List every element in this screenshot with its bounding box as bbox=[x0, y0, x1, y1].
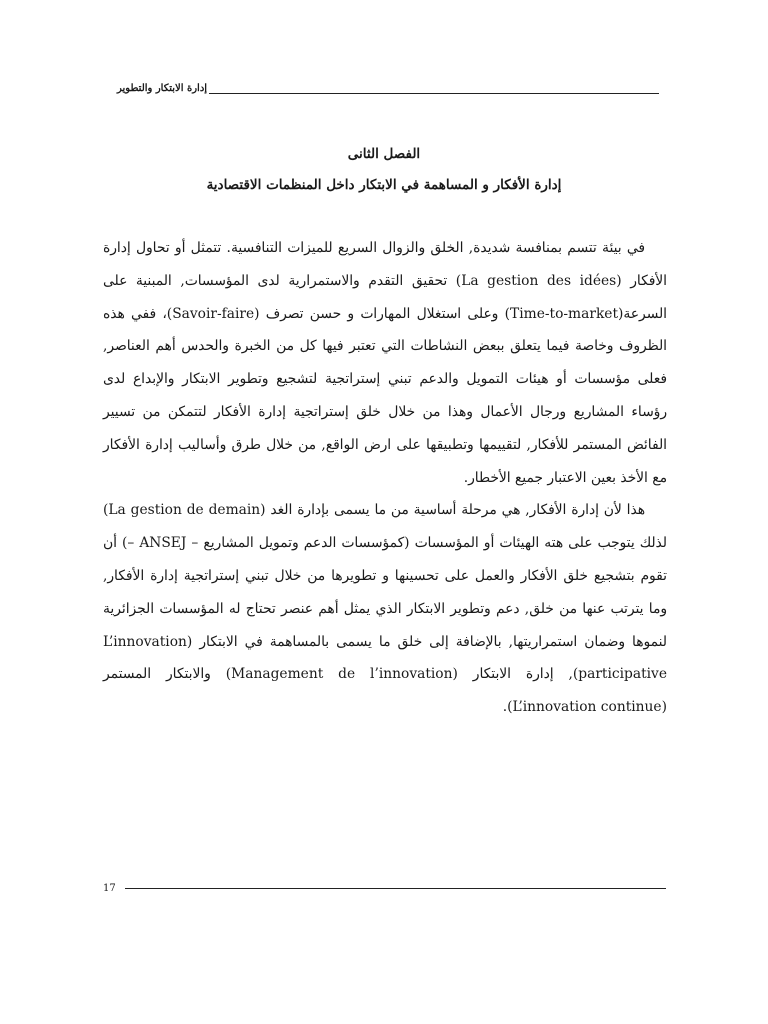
header-rule bbox=[209, 93, 659, 94]
paragraph-1: في بيئة تتسم بمنافسة شديدة, الخلق والزوال السريع للميزات التنافسية. تتمثل أو تحاول إدارة الأفكار (La gestion des idées) تحقيق التقدم والاستمرارية لدى المؤسسات, المبنية على السرعة(Time-to-market) وعلى استغلال المهارات و حسن تصرف (Savoir-faire)، ففي هذه الظروف وخاصة فيما يتعلق ببعض النشاطات التي تعتبر فيها كل من الخبرة والحدس أهم العناصر, فعلى مؤسسات أو هيئات التمويل والدعم تبني إستراتجية لتشجيع وتطوير الابتكار والإبداع لدى رؤساء المشاريع ورجال الأعمال وهذا من خلال خلق إستراتجية إدارة الأفكار لتتمكن من تسيير الفائض المستمر للأفكار, لتقييمها وتطبيقها على ارض الواقع, من خلال طرق وأساليب إدارة الأفكار مع الأخذ بعين الاعتبار جميع الأخطار. bbox=[103, 240, 667, 486]
page-footer bbox=[103, 882, 666, 898]
running-header bbox=[117, 82, 659, 96]
running-header-title: إدارة الابتكار والتطوير bbox=[117, 83, 208, 94]
footer-rule bbox=[125, 888, 666, 889]
page-number: 17 bbox=[103, 883, 116, 894]
body-text bbox=[103, 232, 667, 724]
chapter-title: الفصل الثانى bbox=[347, 146, 421, 162]
paragraph-2: هذا لأن إدارة الأفكار, هي مرحلة أساسية من ما يسمى بإدارة الغد (La gestion de demain) لذلك يتوجب على هته الهيئات أو المؤسسات (كمؤسسات الدعم وتمويل المشاريع – ANSEJ –) أن تقوم بتشجيع خلق الأفكار والعمل على تحسينها و تطويرها من خلال تبني إستراتجية إدارة الأفكار, وما يترتب عنها من خلق, دعم وتطوير الابتكار الذي يمثل أهم عنصر تحتاج له المؤسسات الجزائرية لنموها وضمان استمراريتها, بالإضافة إلى خلق ما يسمى بالمساهمة في الابتكار (L’innovation participative), إدارة الابتكار (Management de l’innovation) والابتكار المستمر (L’innovation continue). bbox=[103, 502, 667, 716]
chapter-subtitle: إدارة الأفكار و المساهمة في الابتكار داخل المنظمات الاقتصادية bbox=[206, 177, 562, 193]
